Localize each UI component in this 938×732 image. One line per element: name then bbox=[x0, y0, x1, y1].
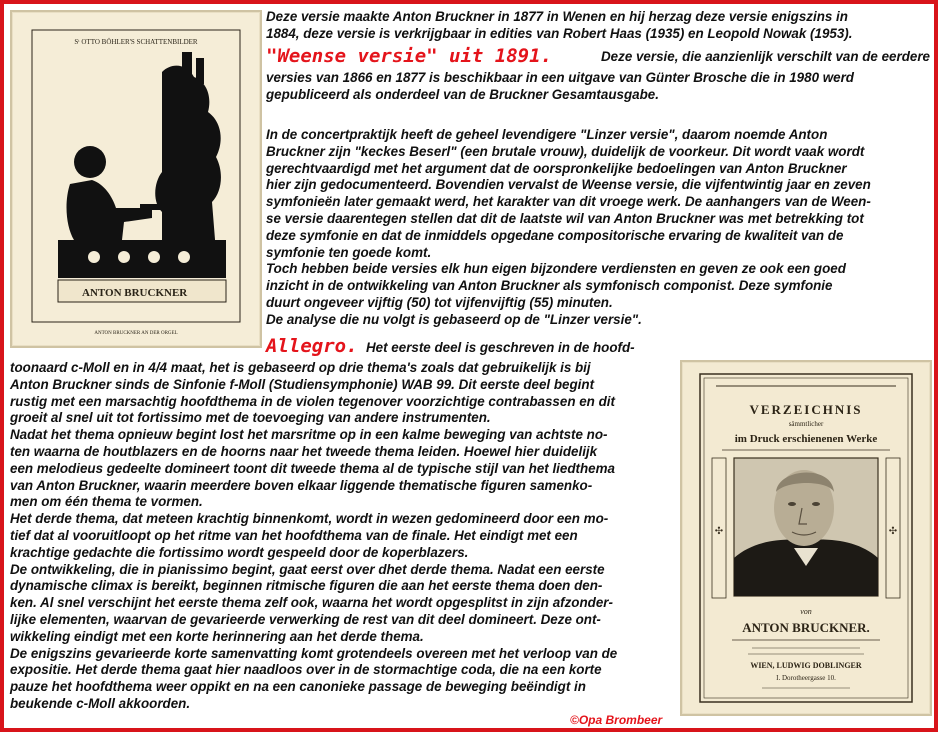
concert-line: symfonieën later gemaakt werd, het karakter van dit vroege werk. De aanhangers van de Ween- bbox=[266, 194, 871, 210]
allegro-line: wikkeling eindigt met een korte herinnering aan het derde thema. bbox=[10, 628, 424, 644]
allegro-line: lijke elementen, waarvan de gevarieerde verwerking de rest van dit deel domineert. Deze ont- bbox=[10, 612, 601, 627]
cover-name: ANTON BRUCKNER. bbox=[742, 620, 870, 635]
allegro-line: men om één thema te vormen. bbox=[10, 494, 203, 510]
concert-line: Bruckner zijn "keckes Beserl" (een brutale vrouw), duidelijk de voorkeur. Dit wordt vaak wordt bbox=[266, 143, 865, 159]
allegro-line: ten waarna de houtblazers en de hoorns naar het tweede thema leiden. Hoewel hier duidelijk bbox=[10, 444, 598, 459]
bruckner-organ-silhouette-icon bbox=[12, 12, 260, 346]
allegro-line: krachtige gedachte die fortissimo wordt gespeeld door de koperblazers. bbox=[10, 544, 469, 560]
weense-line-3: gepubliceerd als onderdeel van de Bruckner Gesamtausgabe. bbox=[266, 87, 659, 102]
allegro-line: groeit al snel uit tot fortissimo met de toevoeging van andere instrumenten. bbox=[10, 410, 491, 426]
allegro-line: dynamische climax is bereikt, beginnen ritmische figuren die aan het eerste thema doen den- bbox=[10, 578, 603, 594]
allegro-line: beukende c-Moll akkoorden. bbox=[10, 696, 191, 711]
intro-line-1: Deze versie maakte Anton Bruckner in 1877 in Wenen en hij herzag deze versie enigszins in bbox=[266, 9, 848, 24]
concert-line: duurt ongeveer vijftig (50) tot vijfenvijftig (55) minuten. bbox=[266, 295, 613, 310]
concert-line: gerechtvaardigd met het argument dat de oorspronkelijke bedoelingen van Anton Bruckner bbox=[266, 160, 847, 176]
weense-line-1: Deze versie, die aanzienlijk verschilt van de eerdere bbox=[601, 49, 930, 64]
allegro-line-1: Het eerste deel is geschreven in de hoofd- bbox=[366, 340, 635, 355]
concert-line: inzicht in de ontwikkeling van Anton Bruckner als symfonisch componist. Deze symfonie bbox=[266, 278, 833, 294]
concert-line: In de concertpraktijk heeft de geheel levendigere "Linzer versie", daarom noemde Anton bbox=[266, 127, 828, 142]
concert-line: deze symfonie en dat de inmiddels opgedane compositorische ervaring de kwaliteit van de bbox=[266, 227, 844, 243]
concert-line: Toch hebben beide versies elk hun eigen bijzondere verdiensten en geven ze ook een goed bbox=[266, 261, 846, 277]
cover-subtitle-small: sämmtlicher bbox=[788, 420, 824, 428]
concert-line: symfonie ten goede komt. bbox=[266, 244, 432, 260]
allegro-line: Nadat het thema opnieuw begint lost het marsritme op in een kalme beweging van achtste no- bbox=[10, 427, 608, 443]
allegro-line: expositie. Het derde thema gaat hier naadloos over in de stormachtige coda, die na een korte bbox=[10, 662, 602, 678]
cover-title: VERZEICHNIS bbox=[749, 402, 863, 417]
svg-text:✣: ✣ bbox=[714, 526, 724, 537]
allegro-line: toonaard c-Moll en in 4/4 maat, het is gebaseerd op drie thema's zoals dat gebruikelijk is bij bbox=[10, 360, 591, 375]
allegro-line: De ontwikkeling, die in pianissimo begint, gaat eerst over dhet derde thema. Nadat een eerste bbox=[10, 561, 605, 577]
weense-versie-heading: "Weense versie" uit 1891. bbox=[266, 45, 552, 67]
allegro-line: ken. Al snel verschijnt het eerste thema zelf ook, waarna het wordt opgesplitst in zijn afzonder- bbox=[10, 595, 613, 611]
weense-line-2: versies van 1866 en 1877 is beschikbaar in een uitgave van Günter Brosche die in 1980 werd bbox=[266, 70, 854, 85]
svg-text:✣: ✣ bbox=[888, 526, 898, 537]
allegro-line: tief dat al vooruitloopt op het ritme van het hoofdthema van de finale. Het eindigt met een bbox=[10, 528, 578, 543]
cover-von: von bbox=[800, 607, 812, 616]
silhouette-top-caption: Sᵗ OTTO BÖHLER'S SCHATTENBILDER bbox=[74, 38, 198, 46]
cover-subtitle: im Druck erschienenen Werke bbox=[734, 433, 878, 445]
signature: ©Opa Brombeer bbox=[570, 713, 663, 727]
silhouette-bottom-caption: ANTON BRUCKNER AN DER ORGEL bbox=[94, 331, 178, 336]
concert-line: hier zijn gedocumenteerd. Bovendien vervalst de Weense versie, die vijfentwintig jaar en zeven bbox=[266, 177, 871, 193]
intro-line-2: 1884, deze versie is verkrijgbaar in edities van Robert Haas (1935) en Leopold Nowak (1953). bbox=[266, 26, 853, 41]
cover-address: I. Dorotheergasse 10. bbox=[776, 674, 836, 682]
silhouette-image bbox=[10, 10, 262, 348]
allegro-line: rustig met een marsachtig hoofdthema in de violen tegenover voorzichtige contrabassen en dit bbox=[10, 393, 615, 409]
allegro-line: De enigszins gevarieerde korte samenvatting komt grotendeels overeen met het verloop van de bbox=[10, 645, 618, 661]
concert-line: se versie daarentegen stellen dat dit de laatste wil van Anton Bruckner was met betrekking tot bbox=[266, 211, 864, 226]
allegro-line: Het derde thema, dat meteen krachtig binnenkomt, wordt in wezen gedomineerd door een mo- bbox=[10, 511, 609, 527]
verzeichnis-cover-image bbox=[680, 360, 932, 716]
allegro-line: van Anton Bruckner, waarin meerdere boven elkaar liggende thematische figuren samenko- bbox=[10, 477, 593, 493]
allegro-heading: Allegro. bbox=[266, 335, 358, 357]
allegro-line: Anton Bruckner sinds de Sinfonie f-Moll (Studiensymphonie) WAB 99. Dit eerste deel begint bbox=[10, 376, 595, 392]
allegro-line: een melodieus gedeelte domineert toont dit tweede thema al de typische stijl van het liedthema bbox=[10, 460, 615, 476]
silhouette-name: ANTON BRUCKNER bbox=[82, 287, 188, 299]
cover-publisher: WIEN, LUDWIG DOBLINGER bbox=[750, 661, 862, 670]
concert-line: De analyse die nu volgt is gebaseerd op de "Linzer versie". bbox=[266, 311, 642, 327]
allegro-line: pauze het hoofdthema weer oppikt en na een canonieke passage de beweging beëindigt in bbox=[10, 679, 586, 695]
